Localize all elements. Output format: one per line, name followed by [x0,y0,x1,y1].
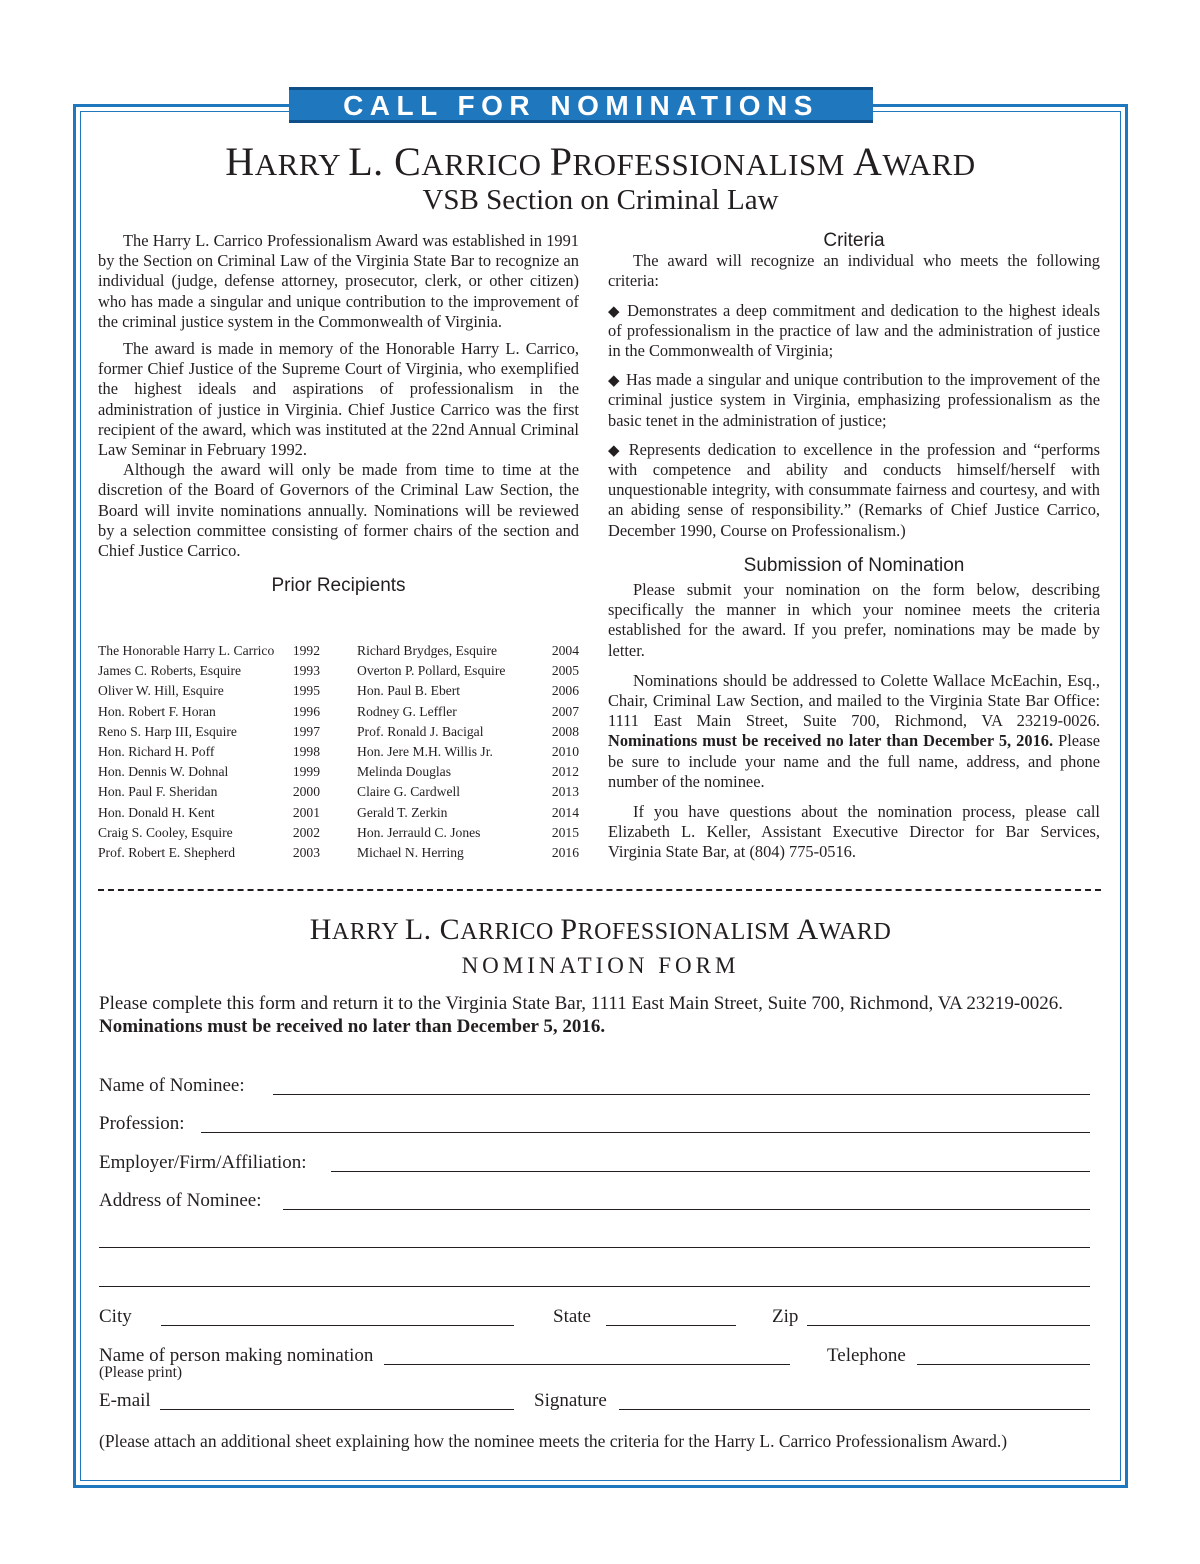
zip-label: Zip [772,1306,799,1327]
list-item: Craig S. Cooley, Esquire 2002 [98,824,320,840]
call-for-nominations-banner: CALL FOR NOMINATIONS [289,87,873,123]
submission-paragraph: Please submit your nomination on the form below, describing specifically the manner in which your nominee meets the criteria established for the award. If you prefer, nominations may be made by letter. [608,580,1100,660]
criteria-heading: Criteria [823,230,885,251]
recipients-list-a [98,641,320,863]
questions-paragraph: If you have questions about the nomination process, please call Elizabeth L. Keller, Assistant Executive Director for Bar Services, Virginia State Bar, at (804) 775-0516. [608,802,1100,862]
state-label: State [553,1306,591,1327]
intro-paragraph: The Harry L. Carrico Professionalism Award was established in 1991 by the Section on Criminal Law of the Virginia State Bar to recognize an individual (judge, defense attorney, prosecutor, clerk, or other citizen) who has made a singular and unique contribution to the improvement of the criminal justice system in the Commonwealth of Virginia. [98,231,579,331]
list-item: Michael N. Herring 2016 [357,845,579,861]
list-item: Prof. Robert E. Shepherd 2003 [98,845,320,861]
deadline-text: Nominations must be received no later than December 5, 2016. [608,731,1054,751]
please-print-note: (Please print) [99,1364,183,1381]
criteria-item: ◆ Has made a singular and unique contribution to the improvement of the criminal justice system in Virginia, emphasizing professionalism as the basic tenet in the administration of justice; [608,370,1100,430]
board-paragraph: Although the award will only be made from time to time at the discretion of the Board of Governors of the Criminal Law Section, the Board will invite nominations annually. Nominations will be reviewed by a selection committee consisting of former chairs of the section and Chief Justice Carrico. [98,460,579,561]
criteria-item: ◆ Represents dedication to excellence in the profession and “performs with competence and ability and conducts himself/herself with unquestionable integrity, with consummate fairness and courtesy, and with an abiding sense of responsibility.” (Remarks of Chief Justice Carrico, December 1990, Course on Professionalism.) [608,439,1100,540]
left-column [98,231,579,596]
list-item: Hon. Paul F. Sheridan 2000 [98,784,320,800]
prior-recipients-heading: Prior Recipients [271,575,406,597]
list-item: Hon. Robert F. Horan 1996 [98,703,320,719]
nominee-name-label: Name of Nominee: [99,1075,245,1096]
criteria-intro: The award will recognize an individual who meets the following criteria: [608,251,1100,291]
list-item: James C. Roberts, Esquire 1993 [98,663,320,679]
telephone-label: Telephone [827,1345,906,1366]
section-subtitle: VSB Section on Criminal Law [422,184,779,216]
list-item: Hon. Donald H. Kent 2001 [98,804,320,820]
form-subtitle: NOMINATION FORM [461,953,740,978]
nominator-label: Name of person making nomination [99,1345,374,1366]
address-label: Address of Nominee: [99,1190,262,1211]
city-label: City [99,1306,132,1327]
telephone-field[interactable] [917,1364,1090,1365]
address-paragraph: Nominations should be addressed to Colette Wallace McEachin, Esq., Chair, Criminal Law Section, and mailed to the Virginia State Bar Office: 1111 East Main Street, Suite 700, Richmond, VA 23219-0026. Nominations must be received no later than December 5, 2016. Please be sure to include your name and the full name, address, and phone number of the nominee. [608,670,1100,791]
address-field-line-2[interactable] [99,1247,1090,1248]
nominator-field[interactable] [384,1364,790,1365]
list-item: Prof. Ronald J. Bacigal 2008 [357,723,579,739]
nominee-name-field[interactable] [273,1094,1090,1095]
award-title: HARRY L. CARRICO PROFESSIONALISM AWARD [225,139,976,184]
criteria-item: ◆ Demonstrates a deep commitment and dedication to the highest ideals of professionalism in the practice of law and the administration of justice in the Commonwealth of Virginia; [608,300,1100,361]
diamond-bullet-icon: ◆ [608,371,621,390]
employer-field[interactable] [331,1171,1090,1172]
state-field[interactable] [606,1325,736,1326]
list-item: Oliver W. Hill, Esquire 1995 [98,683,320,699]
email-field[interactable] [160,1409,514,1410]
right-column [608,231,1100,863]
list-item: Overton P. Pollard, Esquire 2005 [357,663,579,679]
cut-line-divider [98,889,1101,891]
memory-paragraph: The award is made in memory of the Honorable Harry L. Carrico, former Chief Justice of the Supreme Court of Virginia, who exemplified the highest ideals and aspirations of professionalism in the administration of justice in Virginia. Chief Justice Carrico was the first recipient of the award, which was instituted at the 22nd Annual Criminal Law Seminar in February 1992. [98,339,579,460]
signature-field[interactable] [619,1409,1090,1410]
list-item: Hon. Dennis W. Dohnal 1999 [98,764,320,780]
diamond-bullet-icon: ◆ [608,440,623,459]
zip-field[interactable] [807,1325,1090,1326]
list-item: Hon. Jerrauld C. Jones 2015 [357,824,579,840]
diamond-bullet-icon: ◆ [608,301,622,320]
list-item: Gerald T. Zerkin 2014 [357,804,579,820]
submission-heading: Submission of Nomination [743,554,965,576]
list-item: Hon. Paul B. Ebert 2006 [357,683,579,699]
list-item: Claire G. Cardwell 2013 [357,784,579,800]
list-item: Richard Brydges, Esquire 2004 [357,643,579,658]
form-title: HARRY L. CARRICO PROFESSIONALISM AWARD [309,913,892,946]
profession-field[interactable] [201,1132,1090,1133]
list-item: Reno S. Harp III, Esquire 1997 [98,723,320,739]
recipients-list-b [357,641,579,863]
list-item: Hon. Richard H. Poff 1998 [98,744,320,760]
city-field[interactable] [161,1325,514,1326]
form-footnote: (Please attach an additional sheet explaining how the nominee meets the criteria for the Harry L. Carrico Professionalism Award.) [99,1431,1008,1451]
list-item: Rodney G. Leffler 2007 [357,703,579,719]
address-field-line-3[interactable] [99,1286,1090,1287]
profession-label: Profession: [99,1113,185,1134]
list-item: Hon. Jere M.H. Willis Jr. 2010 [357,744,579,760]
form-instructions: Please complete this form and return it to the Virginia State Bar, 1111 East Main Street, Suite 700, Richmond, VA 23219-0026. Nominations must be received no later than December 5, 2016. [99,993,1063,1037]
email-label: E-mail [99,1390,151,1411]
list-item: The Honorable Harry L. Carrico 1992 [98,643,320,658]
signature-label: Signature [534,1390,607,1411]
address-field-line-1[interactable] [283,1209,1090,1210]
list-item: Melinda Douglas 2012 [357,764,579,780]
employer-label: Employer/Firm/Affiliation: [99,1152,307,1173]
